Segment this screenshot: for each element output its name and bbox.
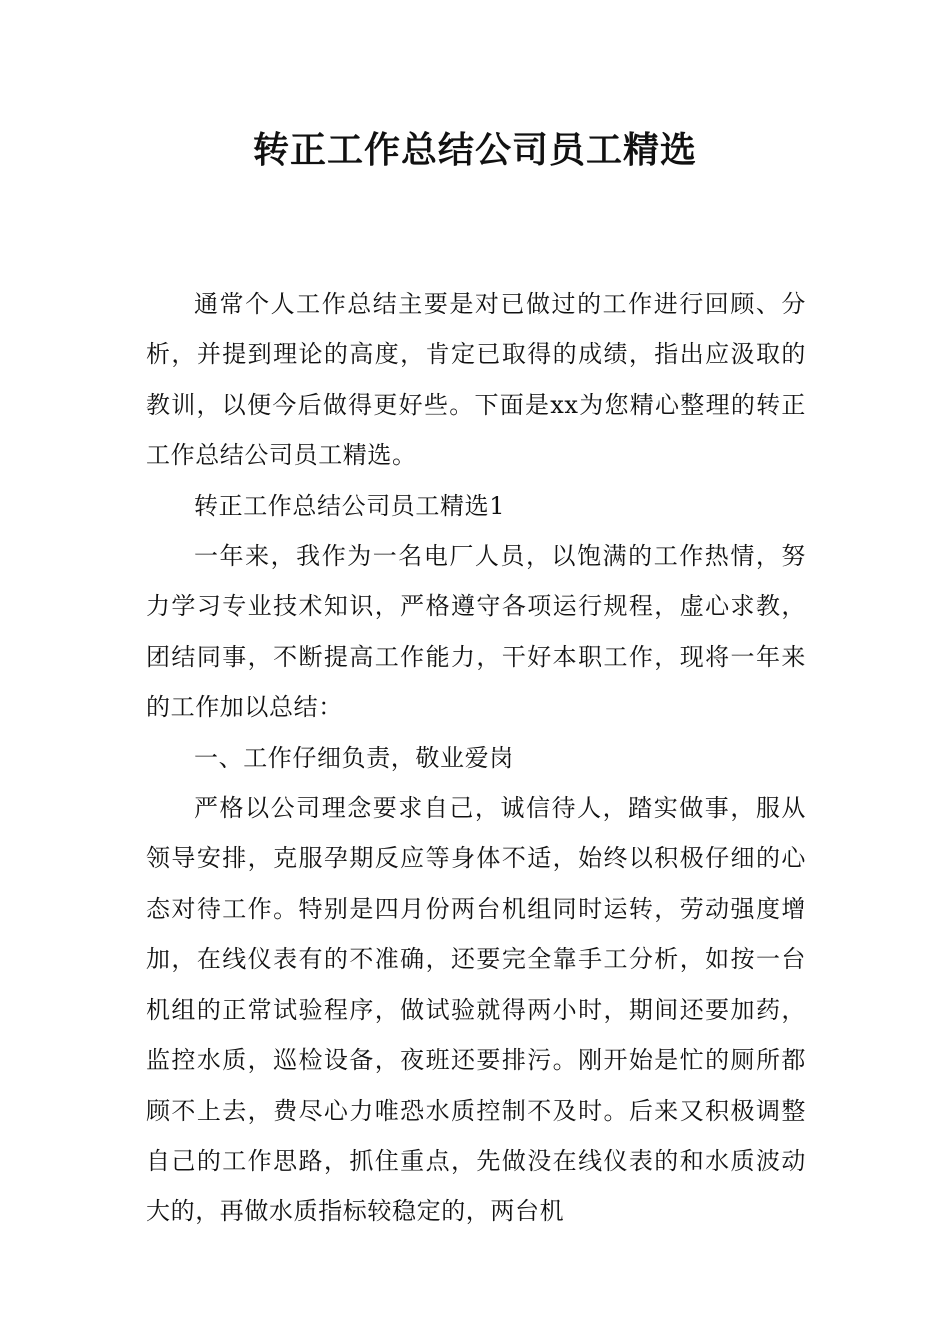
document-body bbox=[146, 279, 806, 1237]
paragraph-overview: 一年来，我作为一名电厂人员，以饱满的工作热情，努力学习专业技术知识，严格遵守各项运行规程，虚心求教，团结同事，不断提高工作能力，干好本职工作，现将一年来的工作加以总结： bbox=[146, 542, 806, 722]
section-heading: 转正工作总结公司员工精选1 bbox=[194, 491, 506, 520]
subsection-heading: 一、工作仔细负责，敬业爱岗 bbox=[194, 743, 514, 772]
paragraph-details: 严格以公司理念要求自己，诚信待人，踏实做事，服从领导安排，克服孕期反应等身体不适，始终以积极仔细的心态对待工作。特别是四月份两台机组同时运转，劳动强度增加，在线仪表有的不准确，还要完全靠手工分析，如按一台机组的正常试验程序，做试验就得两小时，期间还要加药，监控水质，巡检设备，夜班还要排污。刚开始是忙的厕所都顾不上去，费尽心力唯恐水质控制不及时。后来又积极调整自己的工作思路，抓住重点，先做没在线仪表的和水质波动大的，再做水质指标较稳定的，两台机 bbox=[146, 794, 806, 1226]
paragraph-intro: 通常个人工作总结主要是对已做过的工作进行回顾、分析，并提到理论的高度，肯定已取得的成绩，指出应汲取的教训，以便今后做得更好些。下面是xx为您精心整理的转正工作总结公司员工精选。 bbox=[146, 290, 806, 470]
document-title: 转正工作总结公司员工精选 bbox=[252, 129, 697, 171]
